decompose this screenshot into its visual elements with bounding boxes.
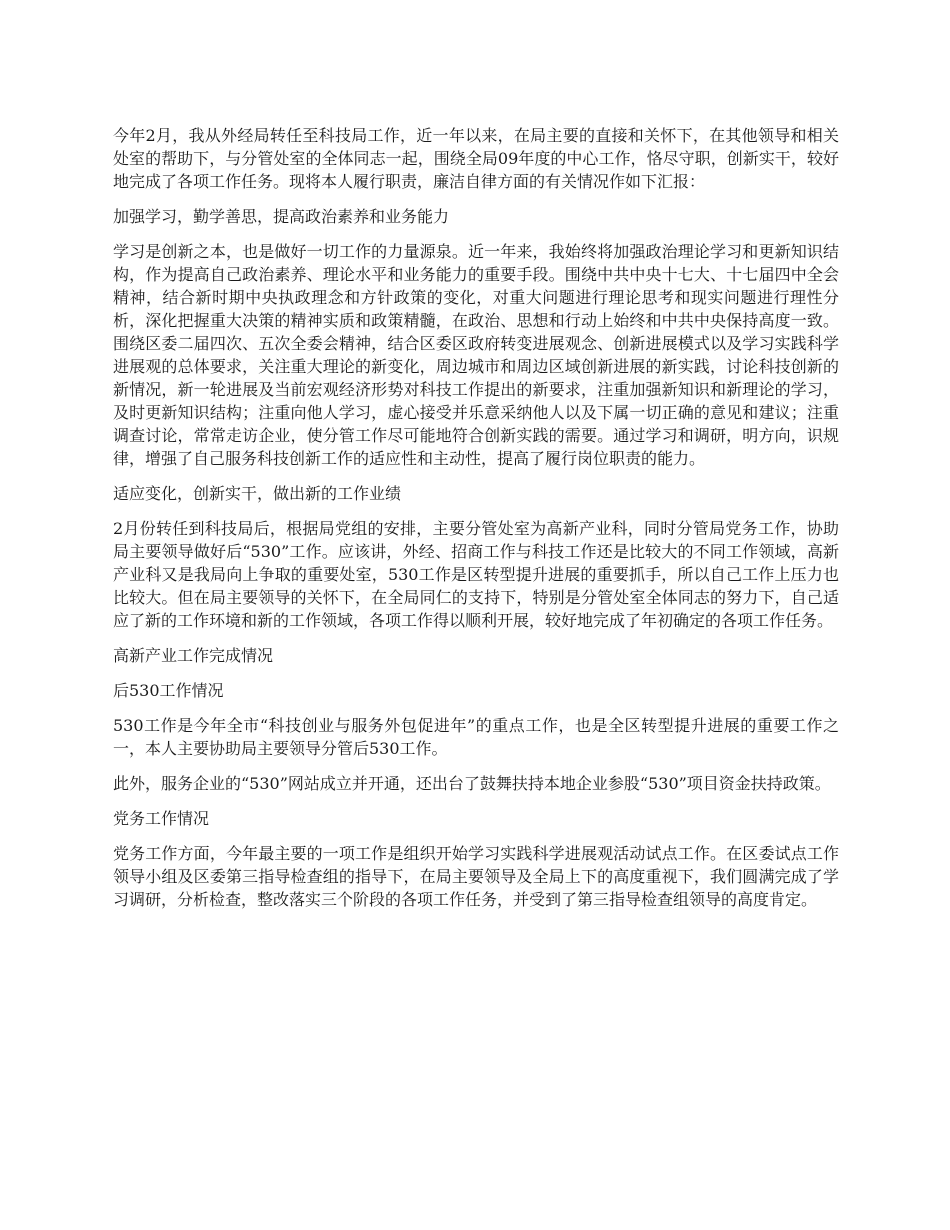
work-530-paragraph: 530工作是今年全市“科技创业与服务外包促进年”的重点工作，也是全区转型提升进展的重要工作之一，本人主要协助局主要领导分管后530工作。 [113,716,839,758]
document-page [113,124,839,923]
innovation-paragraph: 2月份转任到科技局后，根据局党组的安排，主要分管处室为高新产业科，同时分管局党务工作，协助局主要领导做好后“530”工作。应该讲，外经、招商工作与科技工作还是比较大的不同工作领域，高新产业科又是我局向上争取的重要处室，530工作是区转型提升进展的重要抓手，所以自己工作上压力也比较大。但在局主要领导的关怀下，在全局同仁的支持下，特别是分管处室全体同志的努力下，自己适应了新的工作环境和新的工作领域，各项工作得以顺利开展，较好地完成了年初确定的各项工作任务。 [113,519,839,630]
section-heading-innovation: 适应变化，创新实干，做出新的工作业绩 [113,484,402,503]
party-work-paragraph: 党务工作方面，今年最主要的一项工作是组织开始学习实践科学进展观活动试点工作。在区委试点工作领导小组及区委第三指导检查组的指导下，在局主要领导及全局上下的高度重视下，我们圆满完成了学习调研，分析检查，整改落实三个阶段的各项工作任务，并受到了第三指导检查组领导的高度肯定。 [113,844,839,909]
intro-paragraph: 今年2月，我从外经局转任至科技局工作，近一年以来，在局主要的直接和关怀下，在其他领导和相关处室的帮助下，与分管处室的全体同志一起，围绕全局09年度的中心工作，恪尽守职，创新实干，较好地完成了各项工作任务。现将本人履行职责，廉洁自律方面的有关情况作如下汇报： [113,126,839,191]
section-heading-party: 党务工作情况 [113,809,210,828]
section-heading-530: 后530工作情况 [113,681,224,700]
section-heading-hitech: 高新产业工作完成情况 [113,646,274,665]
website-paragraph: 此外，服务企业的“530”网站成立并开通，还出台了鼓舞扶持本地企业参股“530”项目资金扶持政策。 [113,774,831,793]
study-paragraph: 学习是创新之本，也是做好一切工作的力量源泉。近一年来，我始终将加强政治理论学习和更新知识结构，作为提高自己政治素养、理论水平和业务能力的重要手段。围绕中共中央十七大、十七届四中全会精神，结合新时期中央执政理念和方针政策的变化，对重大问题进行理论思考和现实问题进行理性分析，深化把握重大决策的精神实质和政策精髓，在政治、思想和行动上始终和中共中央保持高度一致。围绕区委二届四次、五次全委会精神，结合区委区政府转变进展观念、创新进展模式以及学习实践科学进展观的总体要求，关注重大理论的新变化，周边城市和周边区域创新进展的新实践，讨论科技创新的新情况，新一轮进展及当前宏观经济形势对科技工作提出的新要求，注重加强新知识和新理论的学习，及时更新知识结构；注重向他人学习，虚心接受并乐意采纳他人以及下属一切正确的意见和建议；注重调查讨论，常常走访企业，使分管工作尽可能地符合创新实践的需要。通过学习和调研，明方向，识规律，增强了自己服务科技创新工作的适应性和主动性，提高了履行岗位职责的能力。 [113,242,839,468]
section-heading-study: 加强学习，勤学善思，提高政治素养和业务能力 [113,207,450,226]
